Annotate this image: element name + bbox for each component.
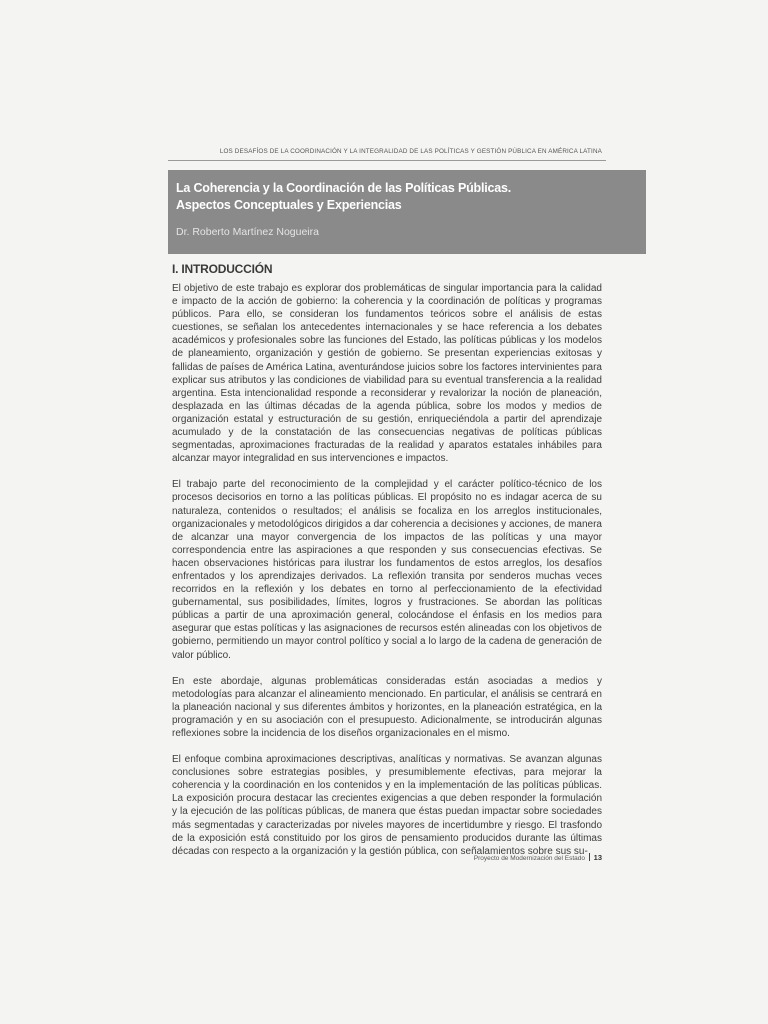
page-number: 13 — [593, 853, 602, 862]
header-rule — [168, 160, 606, 161]
paragraph-2: El trabajo parte del reconocimiento de la complejidad y el carácter político-técnico de los procesos decisorios en torno a las políticas públicas. El propósito no es indagar acerca de su naturaleza, contenidos o resultados; el análisis se focaliza en los arreglos institucionales, organizacionales y metodológicos dirigidos a dar coherencia a decisiones y acciones, de manera de alcanzar una mayor convergencia de los impactos de las políticas y una mayor correspondencia entre las aspiraciones a que responden y sus consecuencias efectivas. Se hacen observaciones históricas para ilustrar los fundamentos de estos arreglos, los desafíos enfrentados y los aprendizajes derivados. La reflexión transita por senderos muchas veces recorridos en la reflexión y los debates en torno al perfeccionamiento de la efectividad gubernamental, sus posibilidades, límites, logros y frustraciones. Se abordan las políticas públicas a partir de una aproximación general, colocándose el énfasis en los medios para asegurar que estas políticas y las asignaciones de recursos estén alineadas con los objetivos de gobierno, permitiendo un mayor control político y social a lo largo de la cadena de generación de valor público. — [172, 479, 602, 661]
title-line-2: Aspectos Conceptuales y Experiencias — [176, 197, 402, 212]
footer-publication: Proyecto de Modernización del Estado — [473, 855, 586, 862]
paragraph-1: El objetivo de este trabajo es explorar dos problemáticas de singular importancia para la calidad e impacto de la acción de gobierno: la coherencia y la coordinación de políticas y programas públicos. Para ello, se consideran los fundamentos teóricos sobre el análisis de estas cuestiones, se señalan los antecedentes internacionales y se hace referencia a los debates académicos y profesionales sobre las funciones del Estado, las políticas públicas y los modelos de planeamiento, organización y gestión de gobierno. Se presentan experiencias exitosas y fallidas de países de América Latina, aventurándose juicios sobre los factores intervinientes para explicar sus atributos y las condiciones de viabilidad para su eventual transferencia a la realidad argentina. Esta intencionalidad responde a reconsiderar y revalorizar la noción de planeación, desplazada en las últimas décadas de la agenda pública, sobre los modos y medios de organización estatal y estructuración de su gestión, enriqueciéndola a partir del aprendizaje acumulado y de la constatación de las consecuencias negativas de políticas públicas segmentadas, aproximaciones fracturadas de la realidad y aparatos estatales inhábiles para alcanzar mayor integralidad en sus intervenciones e impactos. — [172, 283, 602, 465]
title-line-1: La Coherencia y la Coordinación de las Políticas Públicas. — [176, 181, 512, 195]
running-head: LOS DESAFÍOS DE LA COORDINACIÓN Y LA INTEGRALIDAD DE LAS POLÍTICAS Y GESTIÓN PÚBLICA EN AMÉRICA LATINA — [219, 148, 602, 155]
footer-divider — [589, 853, 590, 861]
paragraph-3: En este abordaje, algunas problemáticas consideradas están asociadas a medios y metodologías para alcanzar el alineamiento mencionado. En particular, el análisis se centrará en la planeación nacional y sus diferentes ámbitos y horizontes, en la planeación estratégica, en la programación y en su asociación con el presupuesto. Adicionalmente, se introducirán algunas reflexiones sobre la incidencia de los diseños organizacionales en el mismo. — [172, 675, 602, 739]
body-text — [172, 282, 602, 871]
page-footer — [420, 853, 602, 862]
article-title — [176, 180, 616, 213]
author-name: Dr. Roberto Martínez Nogueira — [176, 226, 319, 238]
paragraph-4: El enfoque combina aproximaciones descriptivas, analíticas y normativas. Se avanzan algunas conclusiones sobre estrategias posibles, y presumiblemente efectivas, para mejorar la coherencia y la coordinación en los contenidos y en la implementación de las políticas públicas. La exposición procura destacar las crecientes exigencias a que deben responder la formulación y la ejecución de las políticas públicas, de manera que éstas puedan impactar sobre sociedades más segmentadas y caracterizadas por niveles mayores de incertidumbre y riesgo. El trasfondo de la exposición está constituido por los giros de pensamiento producidos durante las últimas décadas con respecto a la organización y la gestión pública, con señalamientos sobre sus su- — [172, 754, 602, 857]
section-heading: I. INTRODUCCIÓN — [172, 262, 273, 276]
